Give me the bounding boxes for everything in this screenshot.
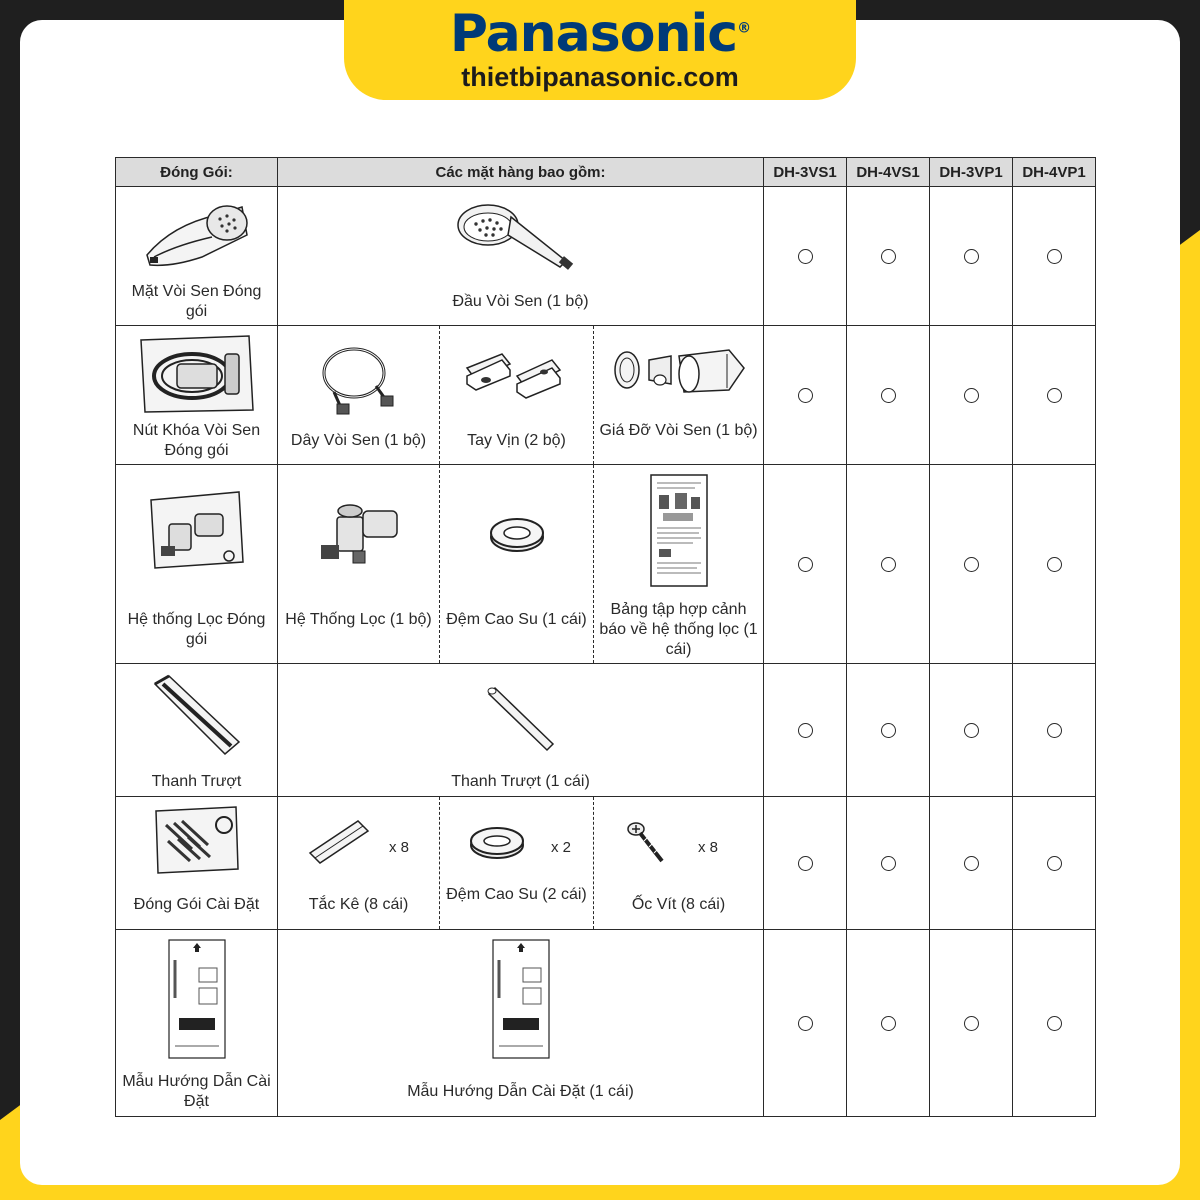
availability-mark bbox=[881, 388, 896, 403]
pack-cell bbox=[116, 930, 278, 1117]
table-row bbox=[116, 930, 1096, 1117]
availability-cell bbox=[1013, 187, 1096, 326]
availability-cell bbox=[1013, 664, 1096, 797]
install-pack-icon bbox=[152, 805, 242, 875]
availability-cell bbox=[764, 797, 847, 930]
shower-hose-icon bbox=[314, 338, 404, 418]
pack-label: Mặt Vòi Sen Đóng gói bbox=[131, 283, 262, 320]
installation-template-icon bbox=[167, 938, 227, 1060]
availability-cell bbox=[847, 326, 930, 465]
table-row bbox=[116, 187, 1096, 326]
pack-cell bbox=[116, 465, 278, 664]
availability-cell bbox=[847, 187, 930, 326]
item-label: Dây Vòi Sen (1 bộ) bbox=[290, 432, 427, 449]
quantity-label: x 2 bbox=[550, 839, 571, 856]
item-cell bbox=[278, 465, 440, 664]
availability-cell bbox=[930, 664, 1013, 797]
pack-label: Đóng Gói Cài Đặt bbox=[133, 896, 260, 913]
availability-mark bbox=[798, 557, 813, 572]
availability-mark bbox=[1047, 856, 1062, 871]
pack-cell bbox=[116, 797, 278, 930]
quantity-label: x 8 bbox=[388, 839, 409, 856]
availability-cell bbox=[1013, 326, 1096, 465]
availability-mark bbox=[881, 723, 896, 738]
availability-cell bbox=[764, 187, 847, 326]
availability-mark bbox=[964, 557, 979, 572]
table-header-row bbox=[116, 158, 1096, 187]
availability-mark bbox=[798, 723, 813, 738]
availability-cell bbox=[764, 664, 847, 797]
item-cell bbox=[594, 465, 764, 664]
item-cell bbox=[278, 187, 764, 326]
item-label: Thanh Trượt (1 cái) bbox=[451, 773, 590, 790]
header-model: DH-4VP1 bbox=[1013, 158, 1096, 187]
availability-cell bbox=[1013, 465, 1096, 664]
item-cell bbox=[278, 930, 764, 1117]
installation-template-icon bbox=[491, 938, 551, 1060]
table-row bbox=[116, 326, 1096, 465]
availability-cell bbox=[930, 465, 1013, 664]
item-label: Ốc Vít (8 cái) bbox=[631, 896, 726, 913]
shower-holder-icon bbox=[609, 346, 749, 401]
table-row bbox=[116, 797, 1096, 930]
availability-mark bbox=[1047, 557, 1062, 572]
availability-cell bbox=[930, 797, 1013, 930]
pack-label: Nút Khóa Vòi Sen Đóng gói bbox=[132, 422, 261, 459]
pack-cell bbox=[116, 326, 278, 465]
rubber-washer-icon bbox=[487, 515, 547, 555]
filter-pack-icon bbox=[147, 490, 247, 570]
item-label: Mẫu Hướng Dẫn Cài Đặt (1 cái) bbox=[407, 1083, 634, 1100]
availability-cell bbox=[764, 465, 847, 664]
availability-cell bbox=[930, 187, 1013, 326]
availability-cell bbox=[764, 326, 847, 465]
header-model: DH-3VP1 bbox=[930, 158, 1013, 187]
item-cell bbox=[594, 326, 764, 465]
item-label: Đầu Vòi Sen (1 bộ) bbox=[452, 293, 589, 310]
item-label: Tay Vịn (2 bộ) bbox=[467, 432, 566, 449]
item-cell bbox=[594, 797, 764, 930]
item-label: Tắc Kê (8 cái) bbox=[308, 896, 409, 913]
availability-cell bbox=[847, 930, 930, 1117]
availability-cell bbox=[847, 797, 930, 930]
wall-plug-icon bbox=[306, 817, 376, 867]
pack-label: Mẫu Hướng Dẫn Cài Đặt bbox=[122, 1073, 271, 1110]
availability-mark bbox=[964, 856, 979, 871]
brand-website: thietbipanasonic.com bbox=[461, 62, 739, 92]
item-cell bbox=[440, 797, 594, 930]
shower-head-icon bbox=[456, 199, 586, 274]
availability-mark bbox=[964, 723, 979, 738]
availability-mark bbox=[798, 856, 813, 871]
availability-mark bbox=[964, 388, 979, 403]
availability-cell bbox=[847, 465, 930, 664]
brand-logo: Panasonic® bbox=[449, 4, 751, 64]
availability-cell bbox=[1013, 930, 1096, 1117]
availability-cell bbox=[847, 664, 930, 797]
filter-system-icon bbox=[309, 495, 409, 575]
slide-bar-icon bbox=[481, 684, 561, 754]
availability-mark bbox=[798, 388, 813, 403]
availability-mark bbox=[1047, 388, 1062, 403]
handle-icon bbox=[462, 346, 572, 401]
item-label: Hệ Thống Lọc (1 bộ) bbox=[285, 611, 432, 628]
screw-icon bbox=[624, 817, 674, 867]
slide-bar-pack-icon bbox=[147, 670, 247, 760]
package-contents-table bbox=[115, 157, 1096, 1117]
quantity-label: x 8 bbox=[698, 839, 719, 856]
shower-head-pack-icon bbox=[142, 195, 252, 275]
availability-mark bbox=[798, 249, 813, 264]
availability-mark bbox=[881, 856, 896, 871]
availability-cell bbox=[764, 930, 847, 1117]
pack-label: Thanh Trượt bbox=[151, 773, 242, 790]
availability-cell bbox=[930, 326, 1013, 465]
header-items: Các mặt hàng bao gồm: bbox=[278, 158, 764, 187]
item-label: Bảng tập hợp cảnh báo về hệ thống lọc (1 cái) bbox=[599, 601, 758, 658]
item-cell bbox=[278, 326, 440, 465]
item-cell bbox=[440, 465, 594, 664]
availability-mark bbox=[881, 557, 896, 572]
header-model: DH-3VS1 bbox=[764, 158, 847, 187]
header-packaging: Đóng Gói: bbox=[116, 158, 278, 187]
availability-cell bbox=[930, 930, 1013, 1117]
warning-sheet-icon bbox=[649, 473, 709, 588]
availability-mark bbox=[964, 249, 979, 264]
item-label: Giá Đỡ Vòi Sen (1 bộ) bbox=[599, 422, 758, 439]
item-cell bbox=[440, 326, 594, 465]
availability-mark bbox=[881, 249, 896, 264]
header-model: DH-4VS1 bbox=[847, 158, 930, 187]
hose-pack-icon bbox=[137, 334, 257, 414]
availability-mark bbox=[881, 1016, 896, 1031]
table-row bbox=[116, 465, 1096, 664]
availability-mark bbox=[1047, 723, 1062, 738]
availability-mark bbox=[1047, 1016, 1062, 1031]
pack-cell bbox=[116, 187, 278, 326]
availability-cell bbox=[1013, 797, 1096, 930]
item-label: Đệm Cao Su (2 cái) bbox=[446, 886, 587, 903]
item-label: Đệm Cao Su (1 cái) bbox=[446, 611, 587, 628]
pack-label: Hệ thống Lọc Đóng gói bbox=[127, 611, 266, 648]
brand-header bbox=[344, 0, 856, 100]
item-cell bbox=[278, 797, 440, 930]
availability-mark bbox=[1047, 249, 1062, 264]
item-cell bbox=[278, 664, 764, 797]
pack-cell bbox=[116, 664, 278, 797]
table-row bbox=[116, 664, 1096, 797]
availability-mark bbox=[798, 1016, 813, 1031]
rubber-washer-icon bbox=[467, 825, 527, 861]
availability-mark bbox=[964, 1016, 979, 1031]
